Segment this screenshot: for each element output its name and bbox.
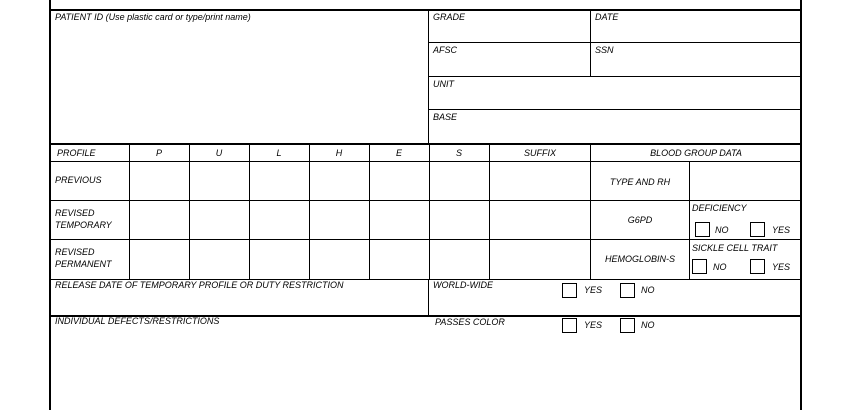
afsc-field[interactable] — [429, 57, 589, 76]
rule-grade-bottom — [428, 42, 802, 43]
deficiency-no-label: NO — [715, 225, 729, 235]
passes-color-yes-label: YES — [584, 320, 603, 330]
row-previous-label: PREVIOUS — [55, 175, 102, 185]
defects-label: INDIVIDUAL DEFECTS/RESTRICTIONS — [55, 316, 220, 326]
sickle-cell-label: SICKLE CELL TRAIT — [692, 243, 778, 253]
ssn-label: SSN — [595, 45, 614, 55]
blood-group-header: BLOOD GROUP DATA — [650, 148, 742, 158]
row-revised-permanent-label-2: PERMANENT — [55, 259, 112, 269]
profile-col-s: S — [455, 148, 463, 158]
profile-col-e: E — [395, 148, 403, 158]
rule-col-suffix — [489, 143, 490, 280]
rule-afsc-bottom — [428, 76, 802, 77]
patient-id-label: PATIENT ID (Use plastic card or type/print name) — [55, 12, 251, 22]
sickle-yes-checkbox[interactable] — [750, 259, 765, 274]
g6pd-label: G6PD — [627, 215, 653, 225]
rule-top — [49, 9, 802, 11]
rule-right — [800, 0, 802, 410]
worldwide-no-label: NO — [641, 285, 655, 295]
grade-field[interactable] — [429, 24, 589, 42]
deficiency-no-checkbox[interactable] — [695, 222, 710, 237]
passes-color-label: PASSES COLOR — [435, 317, 505, 327]
profile-col-h: H — [335, 148, 343, 158]
base-field[interactable] — [429, 124, 799, 143]
profile-header: PROFILE — [57, 148, 96, 158]
type-rh-field[interactable] — [690, 162, 799, 200]
profile-col-p: P — [155, 148, 163, 158]
row-revised-temporary-label-1: REVISED — [55, 208, 95, 218]
type-rh-label: TYPE AND RH — [609, 177, 671, 187]
rule-col-u — [189, 143, 190, 280]
passes-color-no-label: NO — [641, 320, 655, 330]
defects-field[interactable] — [51, 340, 799, 410]
profile-col-u: U — [215, 148, 223, 158]
rule-release-divider — [428, 279, 429, 316]
passes-color-yes-checkbox[interactable] — [562, 318, 577, 333]
worldwide-yes-checkbox[interactable] — [562, 283, 577, 298]
worldwide-yes-label: YES — [584, 285, 603, 295]
worldwide-no-checkbox[interactable] — [620, 283, 635, 298]
rule-col-p — [129, 143, 130, 280]
hemoglobin-label: HEMOGLOBIN-S — [604, 254, 676, 264]
patient-id-field[interactable] — [51, 24, 427, 142]
passes-color-no-checkbox[interactable] — [620, 318, 635, 333]
rule-unit-bottom — [428, 109, 802, 110]
profile-col-l: L — [276, 148, 282, 158]
rule-col-s — [429, 143, 430, 280]
release-date-label: RELEASE DATE OF TEMPORARY PROFILE OR DUTY RESTRICTION — [55, 280, 344, 290]
row-revised-temporary-label-2: TEMPORARY — [55, 220, 112, 230]
date-label: DATE — [595, 12, 619, 22]
afsc-label: AFSC — [433, 45, 458, 55]
rule-col-h — [309, 143, 310, 280]
suffix-header: SUFFIX — [523, 148, 557, 158]
rule-col-blood — [590, 143, 591, 280]
date-field[interactable] — [591, 24, 799, 42]
rule-profile-top — [49, 143, 802, 145]
worldwide-label: WORLD-WIDE — [433, 280, 493, 290]
sickle-no-label: NO — [713, 262, 727, 272]
deficiency-label: DEFICIENCY — [692, 203, 747, 213]
deficiency-yes-label: YES — [772, 225, 791, 235]
rule-col-e — [369, 143, 370, 280]
sickle-no-checkbox[interactable] — [692, 259, 707, 274]
base-label: BASE — [433, 112, 458, 122]
unit-field[interactable] — [429, 91, 799, 109]
grade-label: GRADE — [433, 12, 466, 22]
sickle-yes-label: YES — [772, 262, 791, 272]
rule-col-l — [249, 143, 250, 280]
ssn-field[interactable] — [591, 57, 799, 76]
row-revised-permanent-label-1: REVISED — [55, 247, 95, 257]
release-date-field[interactable] — [51, 292, 427, 315]
deficiency-yes-checkbox[interactable] — [750, 222, 765, 237]
unit-label: UNIT — [433, 79, 454, 89]
